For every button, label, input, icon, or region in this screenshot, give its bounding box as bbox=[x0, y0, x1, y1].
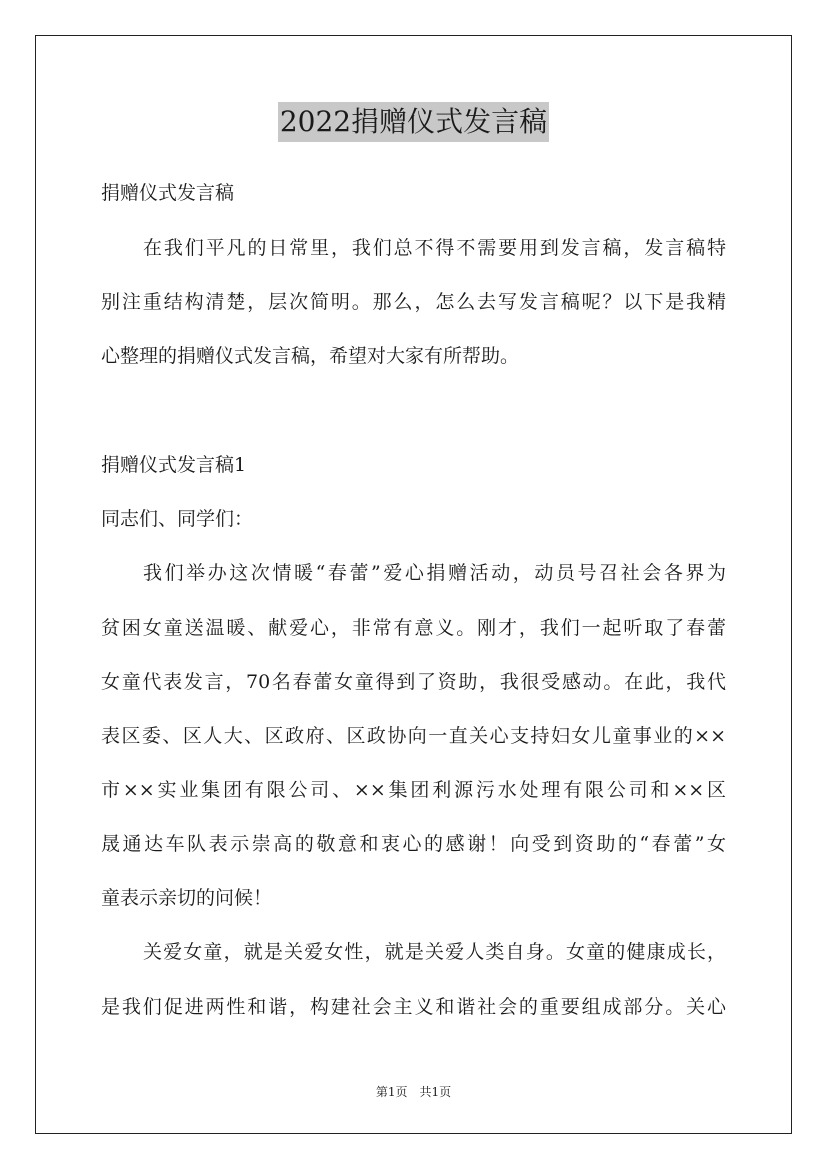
paragraph-line: 女童代表发言，70名春蕾女童得到了资助，我很受感动。在此，我代 bbox=[101, 671, 726, 693]
paragraph-line: 晟通达车队表示崇高的敬意和衷心的感谢！向受到资助的“春蕾”女 bbox=[101, 833, 726, 855]
page-footer: 第1页 共1页 bbox=[375, 1085, 452, 1099]
paragraph-line: 市××实业集团有限公司、××集团利源污水处理有限公司和××区 bbox=[101, 779, 726, 801]
paragraph-line: 别注重结构清楚，层次简明。那么，怎么去写发言稿呢？以下是我精 bbox=[101, 291, 726, 313]
section-heading: 捐赠仪式发言稿1 bbox=[101, 454, 247, 476]
title-container bbox=[0, 102, 827, 142]
paragraph-line: 关爱女童，就是关爱女性，就是关爱人类自身。女童的健康成长， bbox=[143, 941, 726, 963]
salutation-line: 同志们、同学们： bbox=[101, 508, 254, 530]
document-title: 2022捐赠仪式发言稿 bbox=[278, 102, 549, 142]
paragraph-line: 童表示亲切的问候！ bbox=[101, 887, 273, 909]
paragraph-line: 心整理的捐赠仪式发言稿，希望对大家有所帮助。 bbox=[101, 345, 520, 367]
paragraph-line: 贫困女童送温暖、献爱心，非常有意义。刚才，我们一起听取了春蕾 bbox=[101, 617, 726, 639]
paragraph-line: 我们举办这次情暖“春蕾”爱心捐赠活动，动员号召社会各界为 bbox=[143, 562, 726, 584]
paragraph-line: 表区委、区人大、区政府、区政协向一直关心支持妇女儿童事业的×× bbox=[101, 725, 726, 747]
paragraph-line: 在我们平凡的日常里，我们总不得不需要用到发言稿，发言稿特 bbox=[143, 237, 726, 259]
subtitle-line: 捐赠仪式发言稿 bbox=[101, 182, 235, 204]
paragraph-line: 是我们促进两性和谐，构建社会主义和谐社会的重要组成部分。关心 bbox=[101, 996, 726, 1018]
